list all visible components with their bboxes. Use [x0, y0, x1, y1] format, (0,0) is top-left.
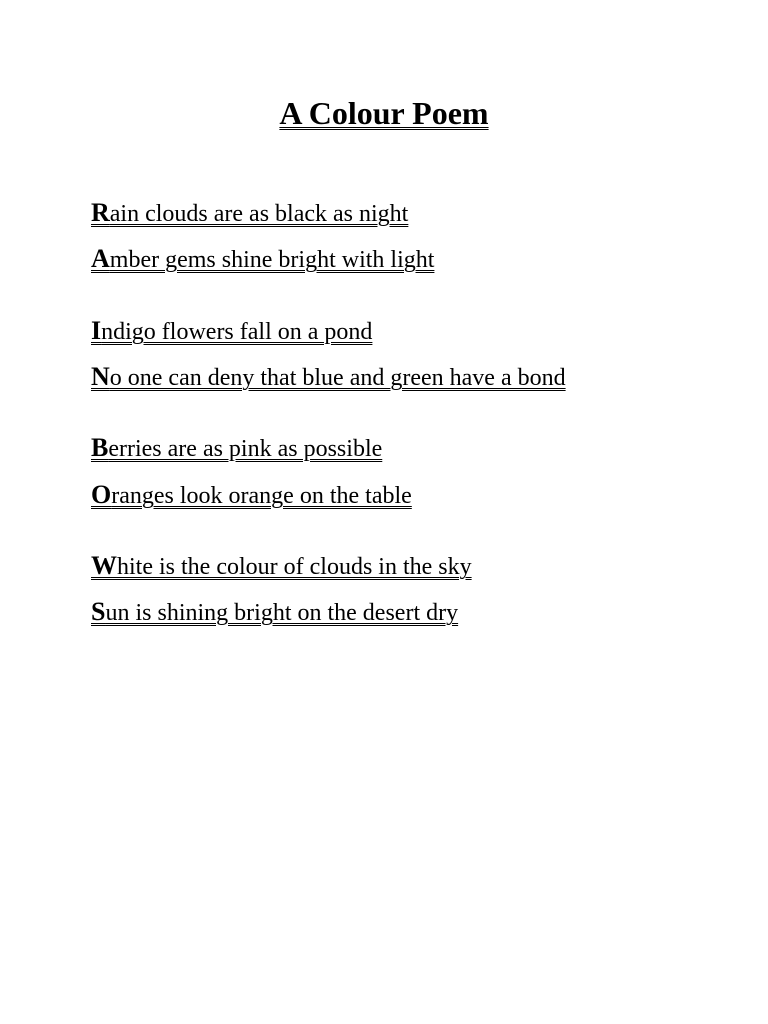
line-initial: B: [91, 433, 109, 462]
line-text: ndigo flowers fall on a pond: [101, 319, 373, 345]
poem-line-7: [91, 551, 472, 582]
poem-line-8: [91, 597, 458, 628]
line-text: mber gems shine bright with light: [109, 247, 435, 273]
poem-line-1: [91, 198, 408, 229]
poem-line-2: [91, 244, 434, 275]
line-text: erries are as pink as possible: [108, 436, 383, 462]
poem-line-5: [91, 433, 382, 464]
line-text: un is shining bright on the desert dry: [105, 600, 459, 626]
line-initial: I: [91, 316, 102, 345]
poem-line-3: [91, 316, 372, 347]
line-initial: S: [91, 597, 106, 626]
line-text: hite is the colour of clouds in the sky: [117, 554, 472, 580]
line-initial: A: [91, 244, 110, 273]
line-text: o one can deny that blue and green have a bond: [109, 365, 566, 391]
line-initial: O: [91, 480, 112, 509]
line-initial: N: [91, 362, 110, 391]
line-text: ranges look orange on the table: [111, 483, 412, 509]
poem-line-4: [91, 362, 566, 393]
line-initial: W: [91, 551, 117, 580]
page-title: [0, 93, 768, 133]
poem-line-6: [91, 480, 412, 511]
line-text: ain clouds are as black as night: [109, 201, 409, 227]
line-initial: R: [91, 198, 110, 227]
title-text: A Colour Poem: [279, 95, 489, 131]
